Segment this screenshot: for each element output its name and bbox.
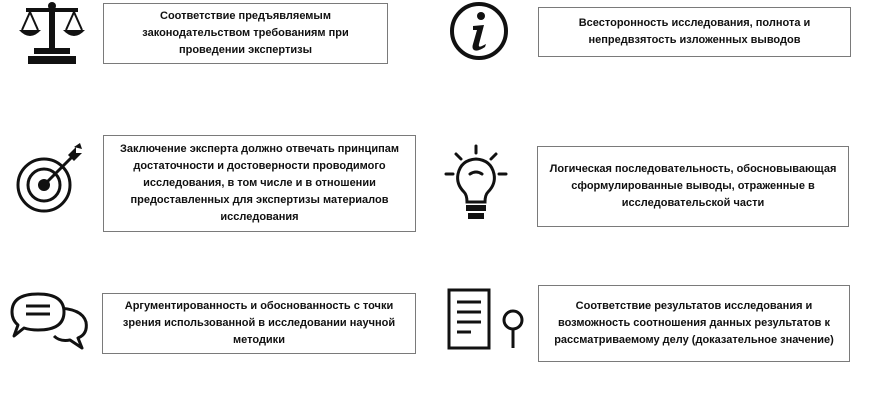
speech-bubbles-icon <box>8 288 94 352</box>
info-icon <box>446 0 512 62</box>
scales-icon <box>16 0 88 70</box>
requirement-text: Соответствие предъявляемым законодательством требованиям при проведении экспертизы <box>142 10 349 56</box>
lightbulb-icon <box>438 144 514 224</box>
requirement-box-evidence <box>538 285 850 362</box>
requirement-box-methodology <box>102 293 416 354</box>
requirement-text: Соответствие результатов исследования и возможность соотношения данных результатов к рассматриваемому делу (доказательное значение) <box>554 300 834 346</box>
requirement-box-completeness <box>538 7 851 57</box>
requirement-text: Аргументированность и обоснованность с точки зрения использованной в исследовании научной методики <box>122 300 396 346</box>
requirement-text: Заключение эксперта должно отвечать принципам достаточности и достоверности проводимого исследования, в том числе и в отношении предоставленных для экспертизы материалов исследования <box>120 143 399 223</box>
requirement-text: Всесторонность исследования, полнота и непредвзятость изложенных выводов <box>578 17 811 46</box>
requirement-box-logic <box>537 146 849 227</box>
target-icon <box>10 143 92 213</box>
requirement-text: Логическая последовательность, обосновывающая сформулированные выводы, отраженные в исследовательской части <box>549 163 837 209</box>
requirement-box-sufficiency <box>103 135 416 232</box>
requirement-box-legislation <box>103 3 388 64</box>
document-search-icon <box>441 286 531 358</box>
